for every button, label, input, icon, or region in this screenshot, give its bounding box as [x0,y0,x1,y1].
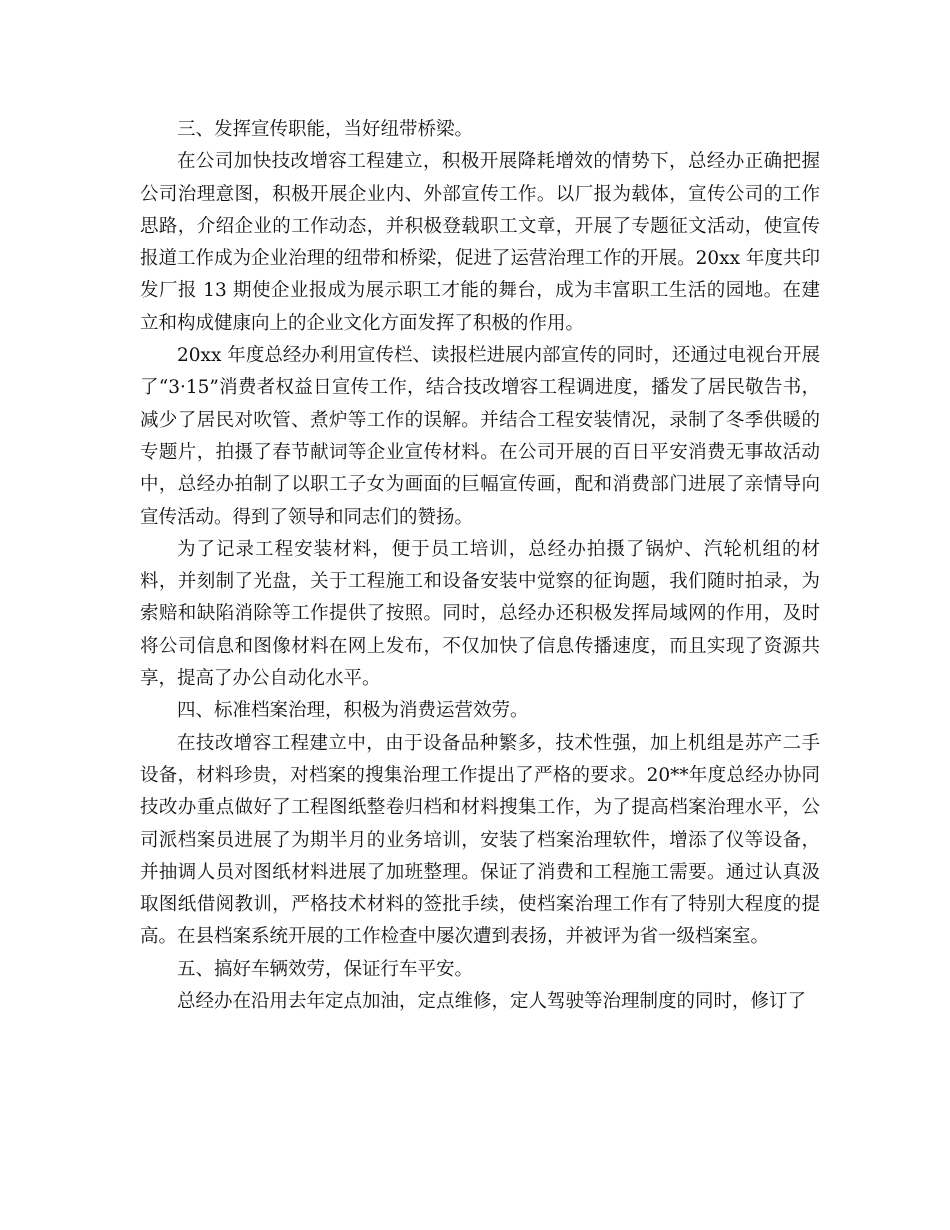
section-heading-3: 三、发挥宣传职能，当好纽带桥梁。 [177,119,474,140]
document-body [140,114,820,1018]
paragraph-archive-management: 在技改增容工程建立中，由于设备品种繁多，技术性强，加上机组是苏产二手设备，材料珍贵，对档案的搜集治理工作提出了严格的要求。20**年度总经办协同技改办重点做好了工程图纸整卷归档和材料搜集工作，为了提高档案治理水平，公司派档案员进展了为期半月的业务培训，安装了档案治理软件，增添了仪等设备，并抽调人员对图纸材料进展了加班整理。保证了消费和工程施工需要。通过认真汲取图纸借阅教训，严格技术材料的签批手续，使档案治理工作有了特别大程度的提高。在县档案系统开展的工作检查中屡次遭到表扬，并被评为省一级档案室。 [140,732,820,948]
paragraph-recording-materials: 为了记录工程安装材料，便于员工培训，总经办拍摄了锅炉、汽轮机组的材料，并刻制了光盘，关于工程施工和设备安装中觉察的征询题，我们随时拍录，为索赔和缺陷消除等工作提供了按照。同时，总经办还积极发挥局域网的作用，及时将公司信息和图像材料在网上发布，不仅加快了信息传播速度，而且实现了资源共享，提高了办公自动化水平。 [140,538,820,690]
paragraph-vehicle-service: 总经办在沿用去年定点加油，定点维修，定人驾驶等治理制度的同时，修订了 [177,991,807,1013]
paragraph-internal-publicity: 20xx 年度总经办利用宣传栏、读报栏进展内部宣传的同时，还通过电视台开展了“3·15”消费者权益日宣传工作，结合技改增容工程调进度，播发了居民敬告书，减少了居民对吹管、煮炉等工作的误解。并结合工程安装情况，录制了冬季供暖的专题片，拍摄了春节献词等企业宣传材料。在公司开展的百日平安消费无事故活动中，总经办拍制了以职工子女为画面的巨幅宣传画，配和消费部门进展了亲情导向宣传活动。得到了领导和同志们的赞扬。 [140,345,820,528]
section-heading-5: 五、搞好车辆效劳，保证行车平安。 [177,958,474,980]
paragraph-publicity-work: 在公司加快技改增容工程建立，积极开展降耗增效的情势下，总经办正确把握公司治理意图，积极开展企业内、外部宣传工作。以厂报为载体，宣传公司的工作思路，介绍企业的工作动态，并积极登载职工文章，开展了专题征文活动，使宣传报道工作成为企业治理的纽带和桥梁，促进了运营治理工作的开展。20xx 年度共印发厂报 13 期使企业报成为展示职工才能的舞台，成为丰富职工生活的园地。在建立和构成健康向上的企业文化方面发挥了积极的作用。 [140,151,820,334]
section-heading-4: 四、标准档案治理，积极为消费运营效劳。 [177,700,529,722]
